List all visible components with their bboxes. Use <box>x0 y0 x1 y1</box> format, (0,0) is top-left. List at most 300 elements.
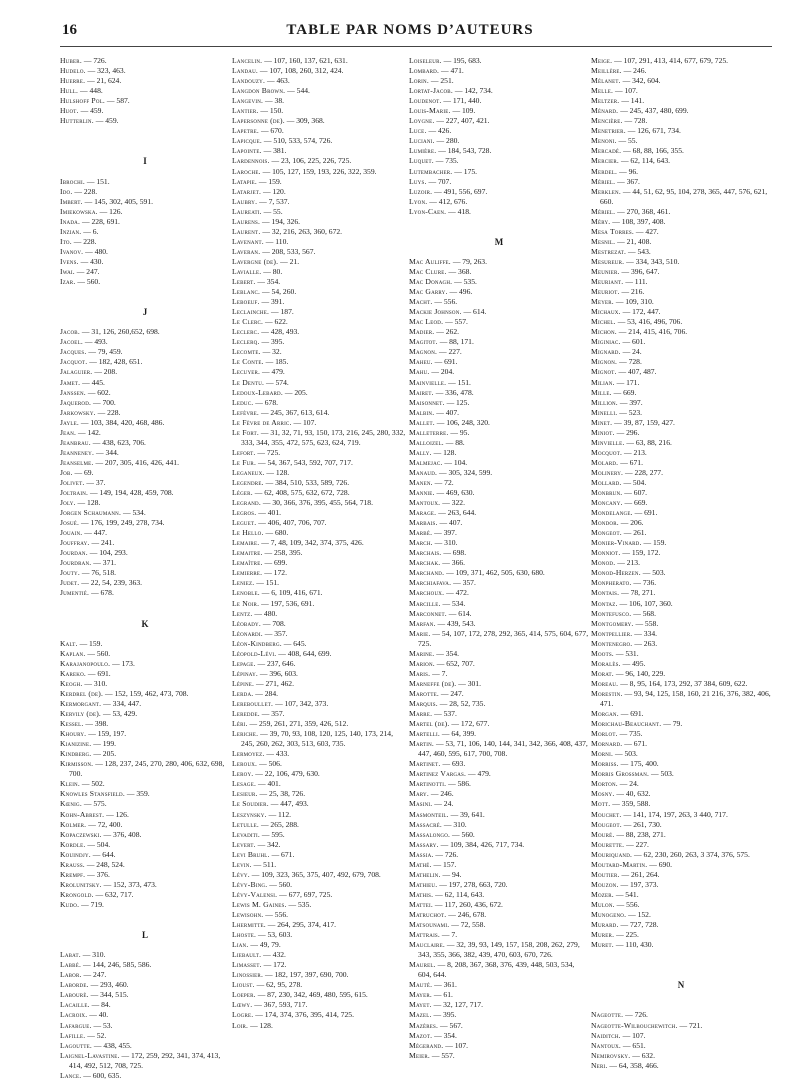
author-name: Marcille. <box>409 598 441 608</box>
author-name: Leblanc. <box>232 287 261 297</box>
index-entry <box>409 116 589 126</box>
page-references: — 247. <box>76 266 100 276</box>
author-name: Mondor. <box>591 518 619 528</box>
index-entry <box>409 759 589 769</box>
index-entry <box>591 398 771 408</box>
page-references: — 107. <box>445 1040 469 1050</box>
page-references: — 523. <box>619 407 643 417</box>
page-references: — 495. <box>622 658 646 668</box>
index-entry <box>409 156 589 166</box>
index-entry <box>409 488 589 498</box>
page-references: — 227, 407, 421. <box>436 116 490 126</box>
page-references: — 541. <box>615 889 639 899</box>
page-references: — 560. <box>269 879 292 889</box>
page-references: — 251. <box>430 76 454 86</box>
page-references: — 506. <box>259 759 282 769</box>
page-references: — 32, 216, 263, 360, 672. <box>262 226 343 236</box>
page-references: — 62, 95, 278. <box>256 980 303 990</box>
index-entry <box>591 820 771 830</box>
page-references: — 560. <box>87 648 111 658</box>
page-references: — 39, 641. <box>450 809 485 819</box>
page-references: — 141. <box>621 96 645 106</box>
author-name: Lenoble. <box>232 588 260 598</box>
page-references: — 301. <box>458 678 481 688</box>
index-entry <box>60 799 230 809</box>
author-name: Morlot. <box>591 729 618 739</box>
author-name: Labourè. <box>60 990 89 1000</box>
index-entry <box>591 156 771 166</box>
author-name: Lereboullet. <box>232 699 274 708</box>
author-name: Massary. <box>409 839 439 849</box>
page-references: — 412, 676. <box>429 196 468 206</box>
author-name: Levi Bruhl. <box>232 849 270 859</box>
page-references: — 53, 603. <box>257 930 293 940</box>
author-name: Lépine. <box>232 678 255 688</box>
page-references: — 479. <box>262 367 285 377</box>
page-references: — 354. <box>436 648 460 658</box>
index-entry <box>232 679 408 689</box>
spacer <box>591 950 771 960</box>
index-entry <box>409 830 589 840</box>
index-entry <box>232 498 408 508</box>
page-references: — 95. <box>450 427 470 437</box>
index-entry <box>232 820 408 830</box>
author-name: Mary. <box>409 789 429 799</box>
index-entry <box>60 689 230 699</box>
index-entry <box>60 1071 230 1081</box>
index-entry <box>409 418 589 428</box>
author-name: Million. <box>591 397 618 407</box>
page-references: — 736. <box>633 578 657 588</box>
page-references: — 7, 537. <box>259 196 290 206</box>
author-name: Lacroix. <box>60 1010 88 1020</box>
author-name: Jacques. <box>60 347 87 357</box>
page-title: TABLE PAR NOMS D’AUTEURS <box>286 22 534 38</box>
author-name: Luce. <box>409 126 427 136</box>
author-name: Mégerand. <box>409 1040 444 1050</box>
index-entry <box>591 558 771 568</box>
author-name: Leganeux. <box>232 467 265 477</box>
page-references: — 197, 373. <box>620 879 659 889</box>
index-entry <box>591 689 771 709</box>
author-name: Jouffray. <box>60 538 90 548</box>
page-references: — 344, 515. <box>90 990 129 1000</box>
author-name: Monniot. <box>591 548 621 558</box>
index-entry <box>591 548 771 558</box>
author-name: Imiekowska. <box>60 206 98 216</box>
page-references: — 54, 367, 543, 592, 707, 717. <box>257 457 353 467</box>
page-references: — 534. <box>442 598 466 608</box>
author-name: Marre. <box>409 709 433 719</box>
index-entry <box>60 890 230 900</box>
page-references: — 472. <box>446 588 469 598</box>
page-references: — 557. <box>445 317 468 327</box>
page-references: — 586. <box>448 779 471 789</box>
index-entry <box>60 508 230 518</box>
index-entry <box>591 609 771 619</box>
author-name: Inzian. <box>60 226 82 236</box>
index-entry <box>60 257 230 267</box>
index-entry <box>232 508 408 518</box>
author-name: Le Clerc. <box>232 317 264 327</box>
page-references: — 395. <box>433 1010 457 1020</box>
index-entry <box>409 498 589 508</box>
author-name: Josué. <box>60 518 80 528</box>
index-entry <box>232 428 408 448</box>
index-entry <box>60 789 230 799</box>
author-name: Izar. <box>60 277 76 287</box>
author-name: Huber. <box>60 56 82 65</box>
author-name: Loir. <box>232 1020 249 1030</box>
author-name: Miniot. <box>591 427 615 437</box>
page-references: — 53, 416, 496, 706. <box>617 317 683 327</box>
index-entry <box>409 388 589 398</box>
page-references: — 172, 447. <box>622 307 661 317</box>
author-name: Hudelo. <box>60 66 86 76</box>
page-references: — 496. <box>449 287 473 297</box>
page-references: — 32. <box>262 347 282 357</box>
author-name: Khoury. <box>60 729 87 739</box>
index-entry <box>409 669 589 679</box>
author-name: Lefèvre. <box>232 407 260 417</box>
index-entry <box>232 227 408 237</box>
page-references: — 227. <box>626 839 649 849</box>
index-entry <box>232 920 408 930</box>
index-entry <box>409 167 589 177</box>
author-name: Marquis. <box>409 699 438 708</box>
page-references: — 510, 533, 574, 726. <box>263 136 333 146</box>
author-name: Meyer. <box>591 297 614 307</box>
page-references: — 408, 644, 699. <box>278 648 332 658</box>
page-references: — 213. <box>624 447 647 457</box>
page-references: — 6. <box>83 226 99 236</box>
page-references: — 407. <box>439 518 463 528</box>
author-name: Mignon. <box>591 357 618 367</box>
page-references: — 172. <box>264 568 287 578</box>
index-entry <box>232 337 408 347</box>
page-references: — 376. <box>87 869 110 879</box>
page-references: — 88, 171. <box>439 337 474 347</box>
page-references: — 40. <box>89 1010 109 1020</box>
author-name: Mott. <box>591 799 611 809</box>
author-name: Mondelange. <box>591 508 633 518</box>
page-references: — 504. <box>623 477 647 487</box>
section-letter: M <box>494 236 504 247</box>
header-rule <box>60 46 772 47</box>
index-entry <box>60 830 230 840</box>
page-references: — 558. <box>635 618 659 628</box>
page-references: — 72, 400. <box>88 819 123 829</box>
author-name: Landau. <box>232 66 258 76</box>
author-name: Marchoux. <box>409 588 445 598</box>
index-entry <box>409 197 589 207</box>
author-name: Mally. <box>409 447 432 457</box>
author-name: Jorgen Schaumann. <box>60 508 122 518</box>
index-entry <box>591 588 771 598</box>
page-references: — 24. <box>619 779 639 789</box>
page-references: — 195, 683. <box>443 56 482 65</box>
author-name: Muret. <box>591 940 614 950</box>
index-entry <box>60 960 230 970</box>
author-name: Lewis M. Gaines. <box>232 899 287 909</box>
index-entry <box>232 629 408 639</box>
author-name: Jaquerod. <box>60 397 92 407</box>
page-references: — 479. <box>468 769 491 779</box>
page-references: — 205. <box>93 749 117 759</box>
page-references: — 384, 510, 533, 589, 726. <box>265 477 350 487</box>
page-references: — 504. <box>87 839 111 849</box>
index-entry <box>409 719 589 729</box>
page-references: — 159. <box>643 538 667 548</box>
page-references: — 159, 172. <box>622 548 661 558</box>
index-entry <box>591 669 771 679</box>
author-name: Marotte. <box>409 688 439 698</box>
author-name: Mesnil. <box>591 236 616 246</box>
index-entry <box>60 448 230 458</box>
page-references: — 53, 429. <box>102 709 138 719</box>
author-name: Mackie Johnson. <box>409 307 462 317</box>
author-name: Leroy. <box>232 769 254 779</box>
index-entry <box>232 418 408 428</box>
page-references: — 503. <box>614 749 638 759</box>
page-references: — 430. <box>80 256 104 266</box>
author-name: Mairet. <box>409 387 434 397</box>
index-entry <box>591 357 771 367</box>
author-name: Kolmer. <box>60 819 87 829</box>
index-entry <box>409 779 589 789</box>
index-entry <box>409 347 589 357</box>
index-entry <box>232 890 408 900</box>
author-name: Kalt. <box>60 638 78 648</box>
page-references: — 31, 32, 71, 93, 150, 173, 216, 245, 280, 332, 333, 344, 355, 472, 575, 623, 624, 719. <box>241 427 406 447</box>
index-entry <box>60 970 230 980</box>
index-entry <box>60 729 230 739</box>
page-references: — 53, 71, 106, 140, 144, 341, 342, 366, 408, 437, 447, 460, 595, 617, 700, 708. <box>418 739 588 759</box>
index-entry <box>591 438 771 448</box>
index-entry <box>409 337 589 347</box>
page-references: — 396, 603. <box>259 668 298 678</box>
page-references: — 622. <box>265 317 288 327</box>
index-entry <box>232 408 408 418</box>
page-references: — 651. <box>622 1040 646 1050</box>
page-references: — 128. <box>433 447 457 457</box>
page-references: — 632, 717. <box>95 889 134 899</box>
index-entry <box>591 659 771 669</box>
author-name: Morat. <box>591 668 614 678</box>
index-entry <box>409 769 589 779</box>
index-entry <box>591 759 771 769</box>
index-entry <box>409 257 589 267</box>
page-references: — 125. <box>446 397 470 407</box>
index-entry <box>232 177 408 187</box>
page-references: — 259, 261, 271, 359, 426, 512. <box>249 719 349 729</box>
page-references: — 152, 373, 473. <box>103 879 157 889</box>
index-entry <box>232 689 408 699</box>
author-name: Manaud. <box>409 467 438 477</box>
page-references: — 64, 358, 466. <box>609 1060 659 1070</box>
index-entry <box>591 267 771 277</box>
index-entry <box>591 227 771 237</box>
index-entry <box>60 568 230 578</box>
author-name: Krauss. <box>60 859 85 869</box>
author-name: Lesage. <box>232 779 257 789</box>
index-entry <box>591 578 771 588</box>
index-entry <box>60 669 230 679</box>
index-entry <box>60 1051 230 1071</box>
page-references: — 480. <box>85 246 108 256</box>
author-name: Maris. <box>409 668 431 678</box>
index-entry <box>409 789 589 799</box>
index-entry <box>60 458 230 468</box>
index-entry <box>60 699 230 709</box>
author-name: Léon-Kindberg. <box>232 638 282 648</box>
index-entry <box>232 930 408 940</box>
author-name: Morgan. <box>591 709 619 719</box>
page-references: — 680. <box>265 528 289 538</box>
page-references: — 107. <box>614 86 638 96</box>
page-references: — 108, 397, 408. <box>612 216 666 226</box>
page-references: — 305, 324, 599. <box>439 467 493 477</box>
author-name: Matruchot. <box>409 909 447 919</box>
author-name: Lumière. <box>409 146 437 156</box>
page-references: — 87, 230, 342, 469, 480, 595, 615. <box>257 990 368 1000</box>
author-name: Mériel. <box>591 176 616 186</box>
page-references: — 69. <box>74 467 94 477</box>
index-entry <box>232 960 408 970</box>
author-name: Mulon. <box>591 899 615 909</box>
author-name: Maheu. <box>409 357 433 367</box>
page-references: — 310. <box>84 678 108 688</box>
index-entry <box>60 1000 230 1010</box>
page-references: — 261. <box>623 528 647 538</box>
index-entry <box>409 910 589 920</box>
page-references: — 270, 368, 461. <box>617 206 671 216</box>
page-references: — 293, 460. <box>90 980 129 990</box>
page-references: — 357. <box>261 709 285 719</box>
author-name: Lhoste. <box>232 930 257 940</box>
author-name: Loeper. <box>232 990 256 1000</box>
author-name: Matsounami. <box>409 920 450 930</box>
author-name: Massalongo. <box>409 829 451 839</box>
author-name: Menoni. <box>591 136 617 146</box>
page-references: — 172, 259, 292, 341, 374, 413, 414, 492, 512, 708, 725. <box>69 1050 221 1070</box>
page-references: — 7, 48, 109, 342, 374, 375, 426. <box>261 538 364 548</box>
page-references: — 587. <box>106 96 130 106</box>
page-references: — 334, 447. <box>103 699 142 708</box>
index-entry <box>409 398 589 408</box>
author-name: Jumentié. <box>60 588 90 598</box>
page-references: — 62, 114, 643. <box>435 889 485 899</box>
author-name: Martel (de). <box>409 719 450 729</box>
index-entry <box>409 629 589 649</box>
page-references: — 693. <box>442 759 466 769</box>
page-references: — 25, 38, 726. <box>259 789 306 799</box>
index-entry <box>591 940 771 950</box>
page-references: — 107. <box>293 417 317 427</box>
index-entry <box>591 347 771 357</box>
page-references: — 21, 624. <box>87 76 122 86</box>
index-entry <box>232 548 408 558</box>
author-name: Naiditch. <box>591 1030 621 1040</box>
index-entry <box>591 870 771 880</box>
index-entry <box>591 378 771 388</box>
author-name: March. <box>409 538 433 548</box>
author-name: Le Soudier. <box>232 799 269 809</box>
page-references: — 6, 109, 416, 671. <box>261 588 323 598</box>
index-entry <box>232 578 408 588</box>
page-references: — 106, 107, 360. <box>619 598 673 608</box>
index-entry <box>591 488 771 498</box>
author-name: Kindberg. <box>60 749 92 759</box>
author-name: Macht. <box>409 297 433 307</box>
page-references: — 76, 518. <box>81 568 117 578</box>
index-entry <box>232 1000 408 1010</box>
index-entry <box>591 709 771 719</box>
page-references: — 245, 367, 613, 614. <box>260 407 330 417</box>
author-name: Job. <box>60 467 73 477</box>
author-name: Montgomery. <box>591 618 634 628</box>
author-name: Mazères. <box>409 1020 439 1030</box>
index-entry <box>60 187 230 197</box>
index-column-2 <box>232 56 408 1031</box>
author-name: Laurent. <box>232 226 261 236</box>
author-name: Langevin. <box>232 96 264 106</box>
page-references: — 371. <box>93 558 117 568</box>
author-name: Luciani. <box>409 136 435 146</box>
index-entry <box>232 277 408 287</box>
author-name: Jeanselme. <box>60 457 94 467</box>
spacer <box>591 1000 771 1010</box>
index-entry <box>60 428 230 438</box>
author-name: Lentz. <box>232 608 253 618</box>
index-entry <box>232 267 408 277</box>
page-references: — 406, 407, 706, 707. <box>258 518 327 528</box>
author-name: Jouty. <box>60 568 80 578</box>
index-entry <box>591 599 771 609</box>
index-entry <box>232 357 408 367</box>
author-name: Leclainche. <box>232 307 270 317</box>
index-entry <box>232 217 408 227</box>
author-name: Mouzon. <box>591 879 619 889</box>
author-name: Neri. <box>591 1060 608 1070</box>
index-entry <box>232 619 408 629</box>
index-entry <box>591 930 771 940</box>
page-references: — 401. <box>258 508 282 518</box>
index-entry <box>60 367 230 377</box>
index-entry <box>591 277 771 287</box>
page-references: — 109, 384, 426, 717, 734. <box>440 839 525 849</box>
author-name: Marbais. <box>409 518 438 528</box>
author-name: Lévy-Bing. <box>232 879 268 889</box>
page-references: — 214, 415, 416, 706. <box>618 327 688 337</box>
index-entry <box>60 659 230 669</box>
page-references: — 263. <box>634 638 658 648</box>
page-references: — 439, 543. <box>437 618 476 628</box>
author-name: Ivens. <box>60 256 79 266</box>
index-entry <box>60 418 230 428</box>
index-entry <box>60 749 230 759</box>
index-entry <box>409 980 589 990</box>
index-entry <box>591 207 771 217</box>
page-references: — 24. <box>434 799 454 809</box>
index-entry <box>591 297 771 307</box>
index-entry <box>591 136 771 146</box>
page-references: — 361. <box>434 980 457 990</box>
page-references: — 32, 39, 93, 149, 157, 158, 208, 262, 279, 343, 355, 366, 382, 439, 470, 603, 670, 726. <box>418 940 580 960</box>
author-name: Lerda. <box>232 688 254 698</box>
page-references: — 172. <box>263 960 287 970</box>
index-entry <box>591 458 771 468</box>
